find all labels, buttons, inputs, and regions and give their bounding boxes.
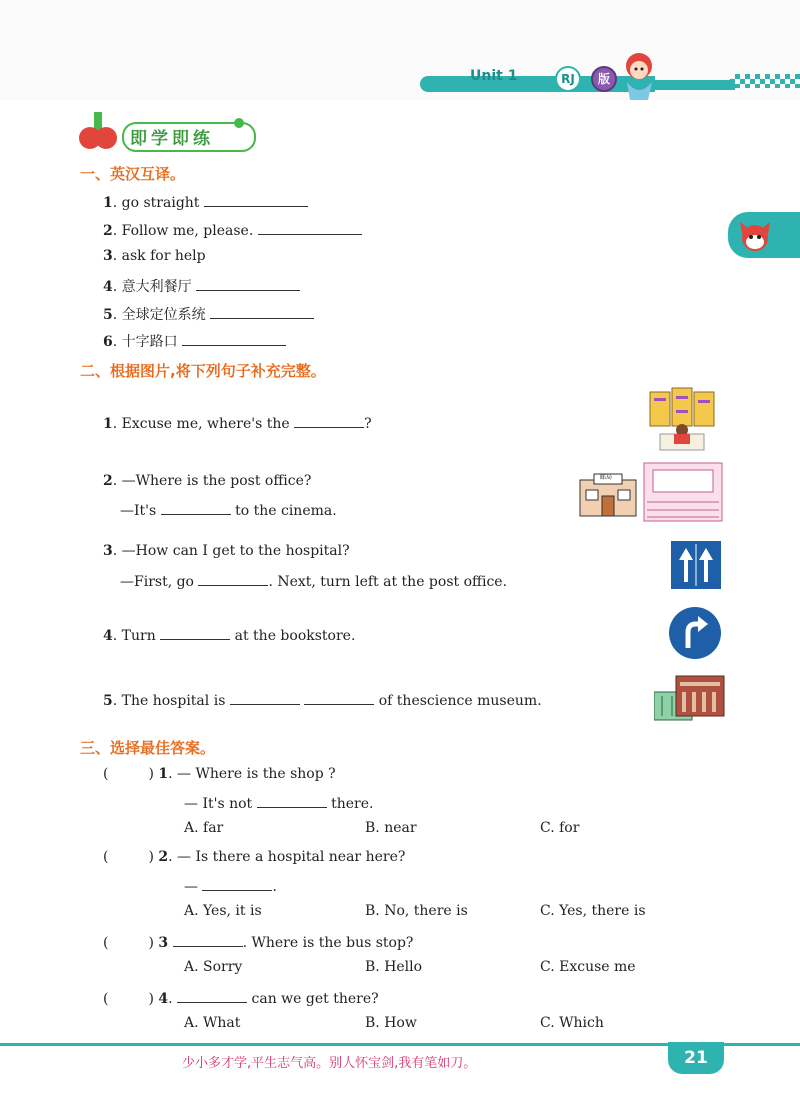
s1-item-4: 4. 意大利餐厅 [103, 276, 300, 296]
s2-item-2: 2. —Where is the post office? [103, 473, 312, 489]
turn-right-sign-icon [668, 606, 722, 660]
s3-q3-opt-a[interactable]: A. Sorry [184, 959, 243, 975]
s3-q1-opt-c[interactable]: C. for [540, 820, 580, 836]
s3-q4-opt-b[interactable]: B. How [365, 1015, 417, 1031]
s3-q3: ( ) 3 . Where is the bus stop? [103, 932, 413, 951]
s3-q4: ( ) 4. can we get there? [103, 988, 379, 1007]
s3-q2-opt-b[interactable]: B. No, there is [365, 903, 468, 919]
s3-q1-opt-a[interactable]: A. far [184, 820, 224, 836]
s3-q1-line2: — It's not there. [184, 793, 373, 812]
s2-item-3: 3. —How can I get to the hospital? [103, 543, 350, 559]
hospital-museum-picture [654, 672, 726, 722]
go-straight-sign-icon [670, 540, 722, 590]
section1-heading: 一、英汉互译。 [80, 165, 186, 183]
s1-item-6: 6. 十字路口 [103, 331, 286, 351]
post-office-sign: 邮局 [600, 474, 613, 481]
banner-title: 即学即练 [130, 129, 214, 149]
s3-q2-opt-c[interactable]: C. Yes, there is [540, 903, 646, 919]
library-reading-picture [646, 386, 726, 454]
edition-badge: 版 [591, 66, 617, 92]
s2-item-3-answer: —First, go . Next, turn left at the post office. [120, 571, 507, 590]
checker-pattern [730, 74, 800, 88]
cinema-picture [643, 462, 723, 522]
s1-item-1: 1. go straight [103, 192, 308, 211]
fox-mascot-icon [736, 216, 774, 254]
s1-item-2: 2. Follow me, please. [103, 220, 362, 239]
s3-q2-opt-a[interactable]: A. Yes, it is [184, 903, 262, 919]
unit-label: Unit 1 [470, 68, 518, 84]
header-stripe [655, 80, 735, 90]
section2-heading: 二、根据图片,将下列句子补充完整。 [80, 362, 326, 380]
footer-motto: 少小多才学,平生志气高。别人怀宝剑,我有笔如刀。 [182, 1056, 477, 1071]
s3-q2: ( ) 2. — Is there a hospital near here? [103, 849, 406, 865]
s1-item-3: 3. ask for help [103, 248, 206, 264]
mascot-girl-icon [612, 48, 662, 103]
s3-q1-opt-b[interactable]: B. near [365, 820, 417, 836]
s2-item-5: 5. The hospital is of thescience museum. [103, 690, 542, 709]
rj-badge: RJ [555, 66, 581, 92]
pencil-apple-icon [76, 110, 122, 152]
s3-q4-opt-c[interactable]: C. Which [540, 1015, 604, 1031]
s2-item-1: 1. Excuse me, where's the ? [103, 413, 372, 432]
s1-item-5: 5. 全球定位系统 [103, 304, 314, 324]
s2-item-4: 4. Turn at the bookstore. [103, 625, 355, 644]
s2-item-2-answer: —It's to the cinema. [120, 500, 337, 519]
s3-q3-opt-c[interactable]: C. Excuse me [540, 959, 636, 975]
page-number: 21 [684, 1048, 708, 1068]
section3-heading: 三、选择最佳答案。 [80, 739, 216, 757]
s3-q2-line2: — . [184, 876, 277, 895]
s3-q4-opt-a[interactable]: A. What [184, 1015, 241, 1031]
s3-q1: ( ) 1. — Where is the shop ? [103, 766, 336, 782]
s3-q3-opt-b[interactable]: B. Hello [365, 959, 423, 975]
green-dot-icon [232, 116, 246, 130]
